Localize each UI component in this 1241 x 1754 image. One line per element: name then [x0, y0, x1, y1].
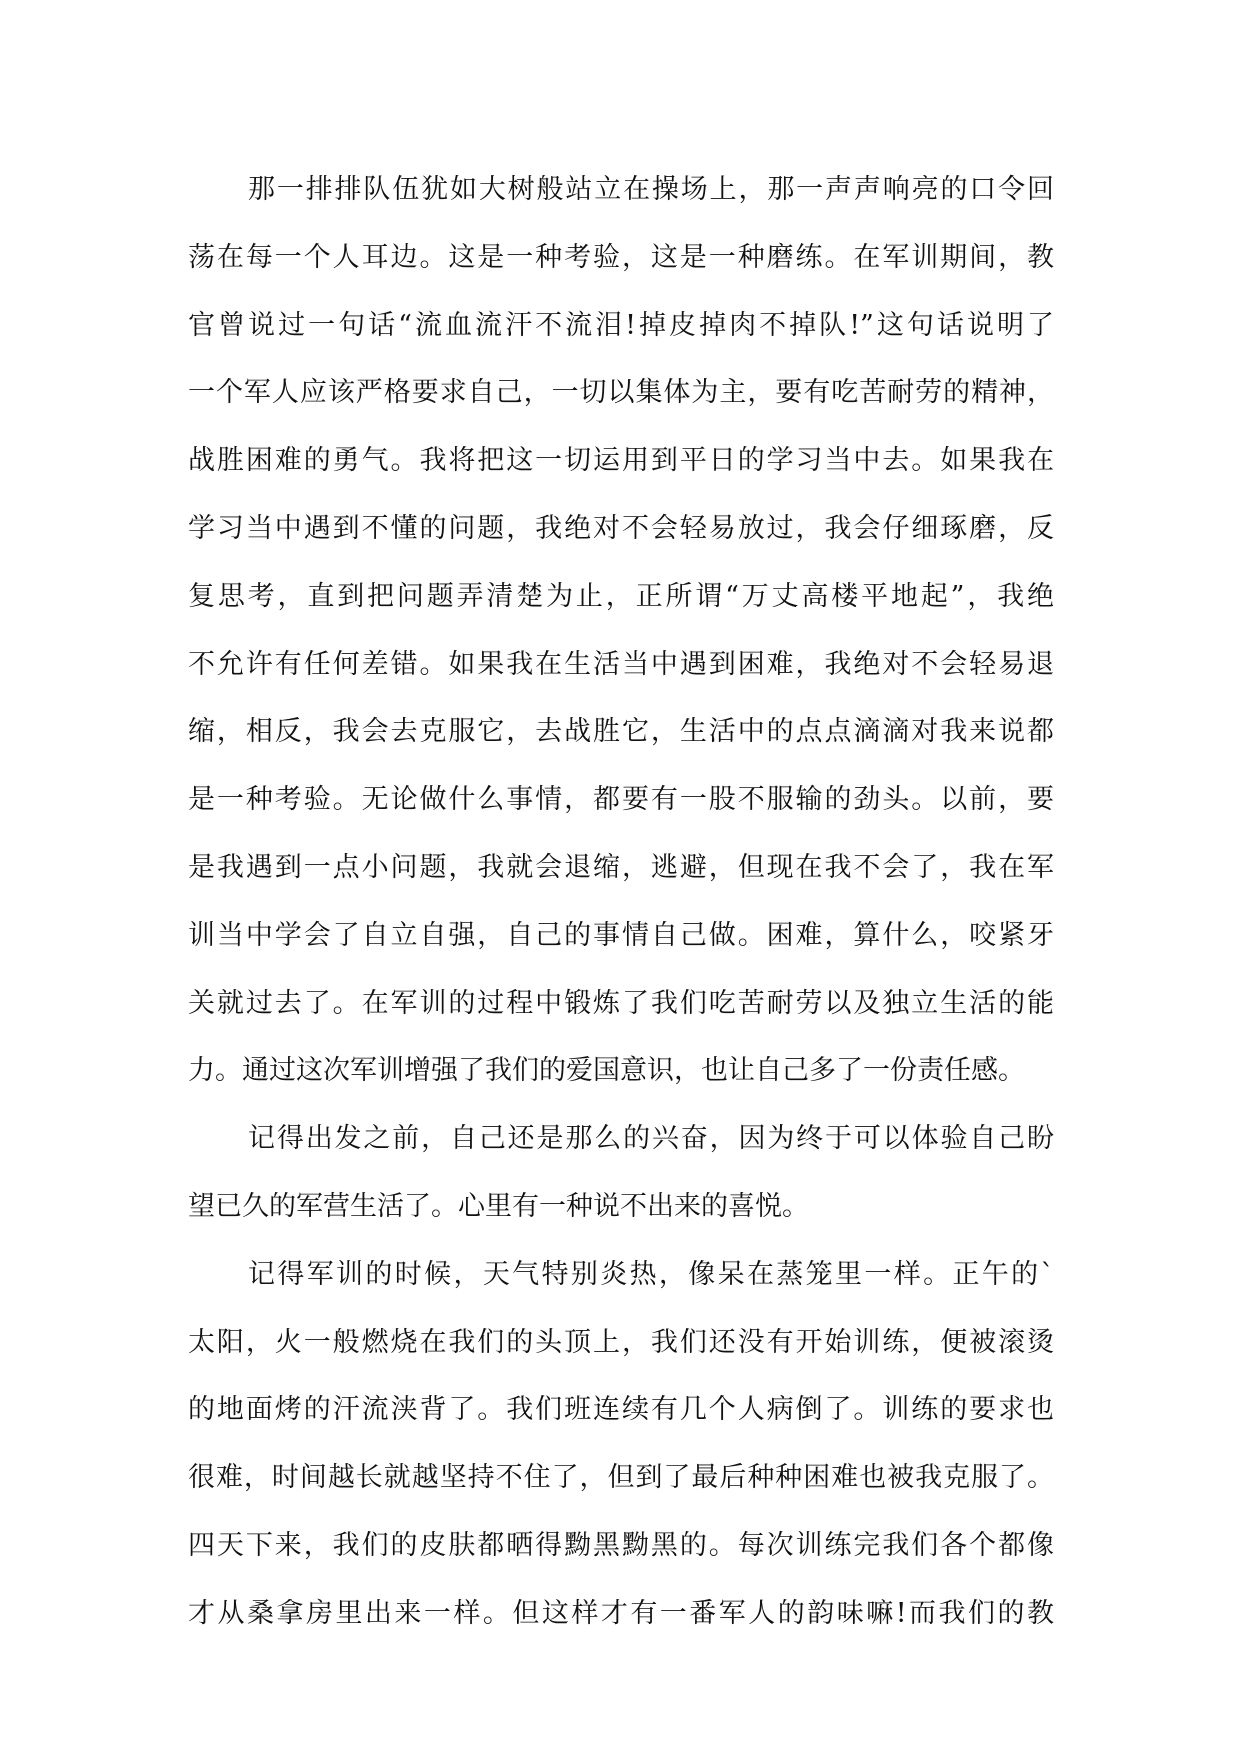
paragraph-1-line-7: 复思考，直到把问题弄清楚为止，正所谓“万丈高楼平地起”，我绝	[188, 580, 1054, 612]
paragraph-1-line-10: 是一种考验。无论做什么事情，都要有一股不服输的劲头。以前，要	[188, 784, 1054, 816]
paragraph-1-line-8: 不允许有任何差错。如果我在生活当中遇到困难，我绝对不会轻易退	[188, 648, 1054, 680]
paragraph-1-line-9: 缩，相反，我会去克服它，去战胜它，生活中的点点滴滴对我来说都	[188, 716, 1054, 748]
paragraph-2-line-1: 记得出发之前，自己还是那么的兴奋，因为终于可以体验自己盼	[248, 1123, 1054, 1155]
paragraph-3-line-6: 才从桑拿房里出来一样。但这样才有一番军人的韵味嘛!而我们的教	[188, 1597, 1054, 1629]
paragraph-2-line-2: 望已久的军营生活了。心里有一种说不出来的喜悦。	[188, 1190, 809, 1222]
paragraph-3-line-1: 记得军训的时候，天气特别炎热，像呆在蒸笼里一样。正午的`	[248, 1258, 1054, 1290]
paragraph-1-line-13: 关就过去了。在军训的过程中锻炼了我们吃苦耐劳以及独立生活的能	[188, 987, 1054, 1019]
paragraph-1-line-1: 那一排排队伍犹如大树般站立在操场上，那一声声响亮的口令回	[248, 174, 1054, 205]
paragraph-3-line-3: 的地面烤的汗流浃背了。我们班连续有几个人病倒了。训练的要求也	[188, 1394, 1054, 1426]
paragraph-1-line-5: 战胜困难的勇气。我将把这一切运用到平日的学习当中去。如果我在	[188, 445, 1054, 477]
paragraph-1-line-14: 力。通过这次军训增强了我们的爱国意识，也让自己多了一份责任感。	[188, 1055, 1025, 1087]
paragraph-3-line-2: 太阳，火一般燃烧在我们的头顶上，我们还没有开始训练，便被滚烫	[188, 1326, 1054, 1358]
paragraph-1-line-12: 训当中学会了自立自强，自己的事情自己做。困难，算什么，咬紧牙	[188, 919, 1054, 951]
document-body	[188, 156, 1054, 1648]
paragraph-3-line-5: 四天下来，我们的皮肤都晒得黝黑黝黑的。每次训练完我们各个都像	[188, 1529, 1054, 1561]
paragraph-1-line-2: 荡在每一个人耳边。这是一种考验，这是一种磨练。在军训期间，教	[188, 241, 1054, 273]
paragraph-1-line-3: 官曾说过一句话“流血流汗不流泪!掉皮掉肉不掉队!”这句话说明了	[188, 309, 1054, 341]
paragraph-1-line-6: 学习当中遇到不懂的问题，我绝对不会轻易放过，我会仔细琢磨，反	[188, 512, 1054, 544]
paragraph-1-line-11: 是我遇到一点小问题，我就会退缩，逃避，但现在我不会了，我在军	[188, 851, 1054, 883]
paragraph-3-line-4: 很难，时间越长就越坚持不住了，但到了最后种种困难也被我克服了。	[188, 1462, 1054, 1494]
paragraph-1-line-4: 一个军人应该严格要求自己，一切以集体为主，要有吃苦耐劳的精神，	[188, 377, 1054, 409]
